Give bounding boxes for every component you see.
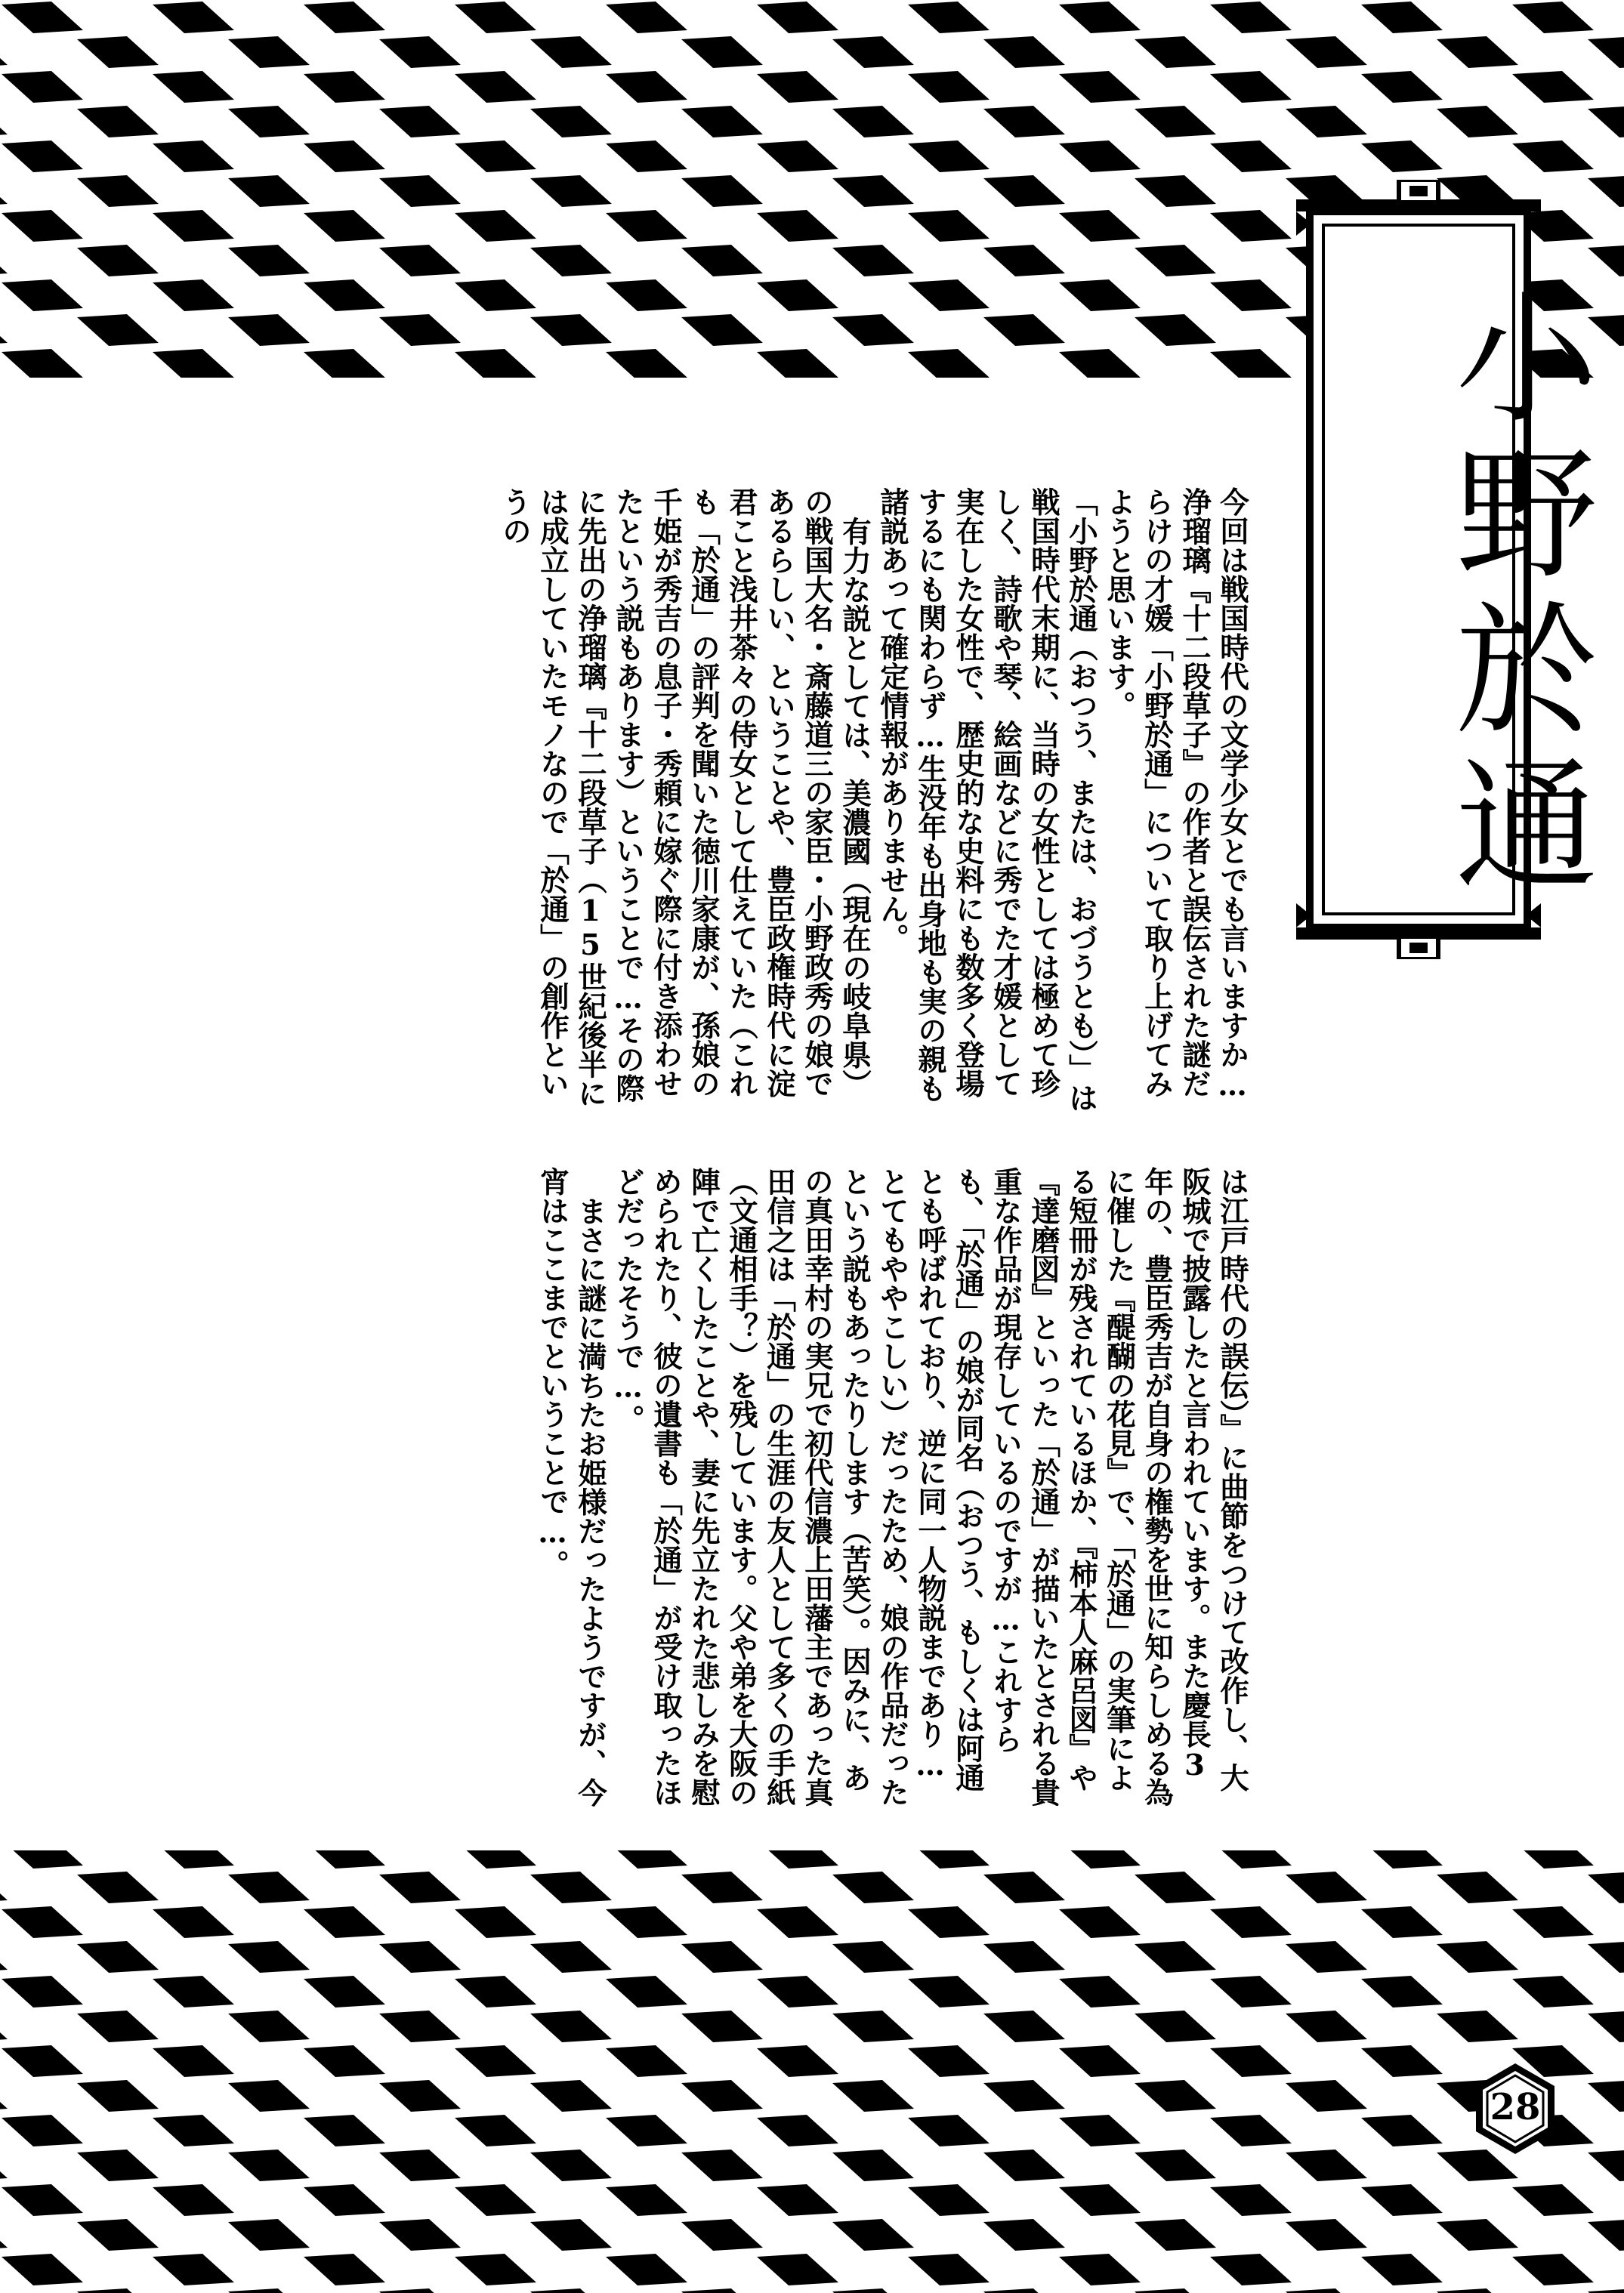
paragraph: 今回は戦国時代の文学少女とでも言いますか…浄瑠璃『十二段草子』の作者と誤伝された謎だらけの才媛「小野於通」について取り上げてみようと思います。	[1102, 487, 1249, 1103]
paragraph: まさに謎に満ちたお姫様だったようですが、今宵はここまでということで…。	[536, 1167, 607, 1807]
paragraph: 有力な説としては、美濃國（現在の岐阜県）の戦国大名・斎藤道三の家臣・小野政秀の娘であるらしい、ということや、豊臣政権時代に淀君こと浅井茶々の侍女として仕えていた（これも「於通」の評判を聞いた徳川家康が、孫娘の千姫が秀吉の息子・秀頼に嫁ぐ際に付き添わせたという説もあります）ということで…その際に先出の浄瑠璃『十二段草子（15世紀後半には成立していたモノなので「於通」の創作というの	[498, 487, 872, 1108]
page-title: 小野於通	[1431, 284, 1597, 906]
article-block-lower	[375, 1167, 1251, 1809]
paragraph: は江戸時代の誤伝）』に曲節をつけて改作し、大阪城で披露したと言われています。また慶長3年の、豊臣秀吉が自身の権勢を世に知らしめる為に催した『醍醐の花見』で、「於通」の実筆による短冊が残されているほか、『柿本人麻呂図』や『達磨図』といった「於通」が描いたとされる貴重な作品が現存しているのですが…これすらも、「於通」の娘が同名（おつう、もしくは阿通とも呼ばれており、逆に同一人物説まであり…とてもややこしい）だったため、娘の作品だったという説もあったりします（苦笑）。因みに、あの真田幸村の実兄で初代信濃上田藩主であった真田信之は「於通」の生涯の友人として多くの手紙（文通相手？）を残しています。父や弟を大阪の陣で亡くしたことや、妻に先立たれた悲しみを慰められたり、彼の遺書も「於通」が受け取ったほどだったそうで…。	[611, 1167, 1249, 1807]
page-number-badge	[1473, 2062, 1558, 2156]
title-plaque	[1293, 180, 1597, 959]
lattice-pattern-bottom	[0, 1835, 1624, 2293]
page-number: 28	[1490, 2086, 1541, 2128]
article-block-upper	[375, 487, 1251, 1118]
paragraph: 「小野於通（おつう、または、おづうとも）」は戦国時代末期に、当時の女性としては極めて珍しく、詩歌や琴、絵画などに秀でた才媛として実在した女性で、歴史的な史料にも数多く登場するにも関わらず…生没年も出身地も実の親も諸説あって確定情報がありません。	[875, 487, 1098, 1113]
